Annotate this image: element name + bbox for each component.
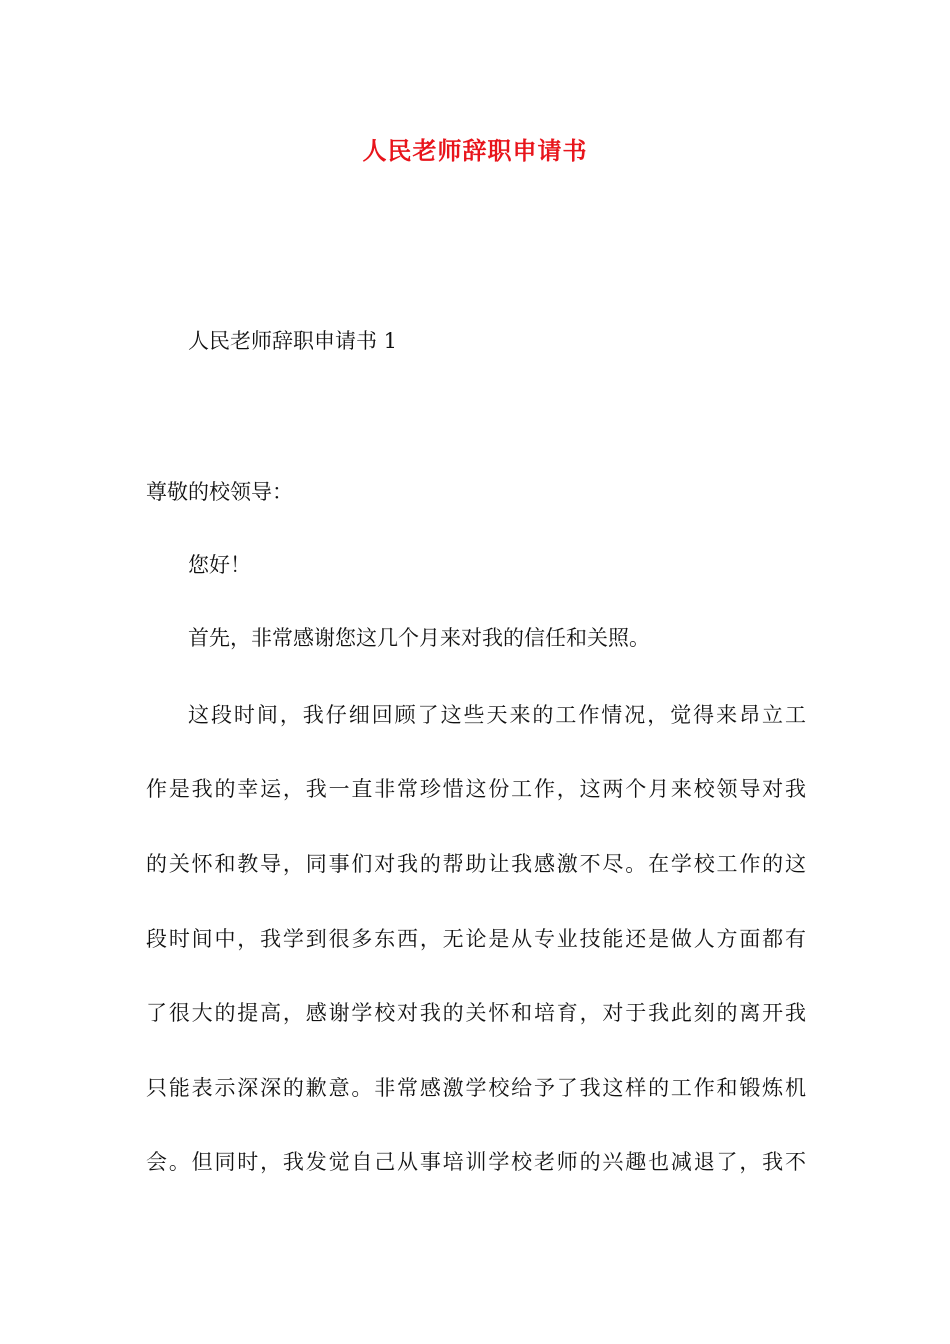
paragraph-2-line-3: 的关怀和教导，同事们对我的帮助让我感激不尽。在学校工作的这 xyxy=(146,852,806,876)
paragraph-2-line-2: 作是我的幸运，我一直非常珍惜这份工作，这两个月来校领导对我 xyxy=(146,777,806,801)
paragraph-2-line-5: 了很大的提高，感谢学校对我的关怀和培育，对于我此刻的离开我 xyxy=(146,1001,806,1025)
paragraph-2-line-4: 段时间中，我学到很多东西，无论是从专业技能还是做人方面都有 xyxy=(146,927,806,951)
paragraph-2-line-7: 会。但同时，我发觉自己从事培训学校老师的兴趣也减退了，我不 xyxy=(146,1150,806,1174)
salutation: 尊敬的校领导： xyxy=(146,480,293,504)
paragraph-1: 首先，非常感谢您这几个月来对我的信任和关照。 xyxy=(188,626,650,650)
paragraph-2-line-1: 这段时间，我仔细回顾了这些天来的工作情况，觉得来昂立工 xyxy=(188,703,806,727)
greeting: 您好！ xyxy=(188,553,251,577)
paragraph-2-line-6: 只能表示深深的歉意。非常感激学校给予了我这样的工作和锻炼机 xyxy=(146,1076,806,1100)
section-heading: 人民老师辞职申请书 1 xyxy=(188,329,398,353)
document-title: 人民老师辞职申请书 xyxy=(362,136,588,165)
